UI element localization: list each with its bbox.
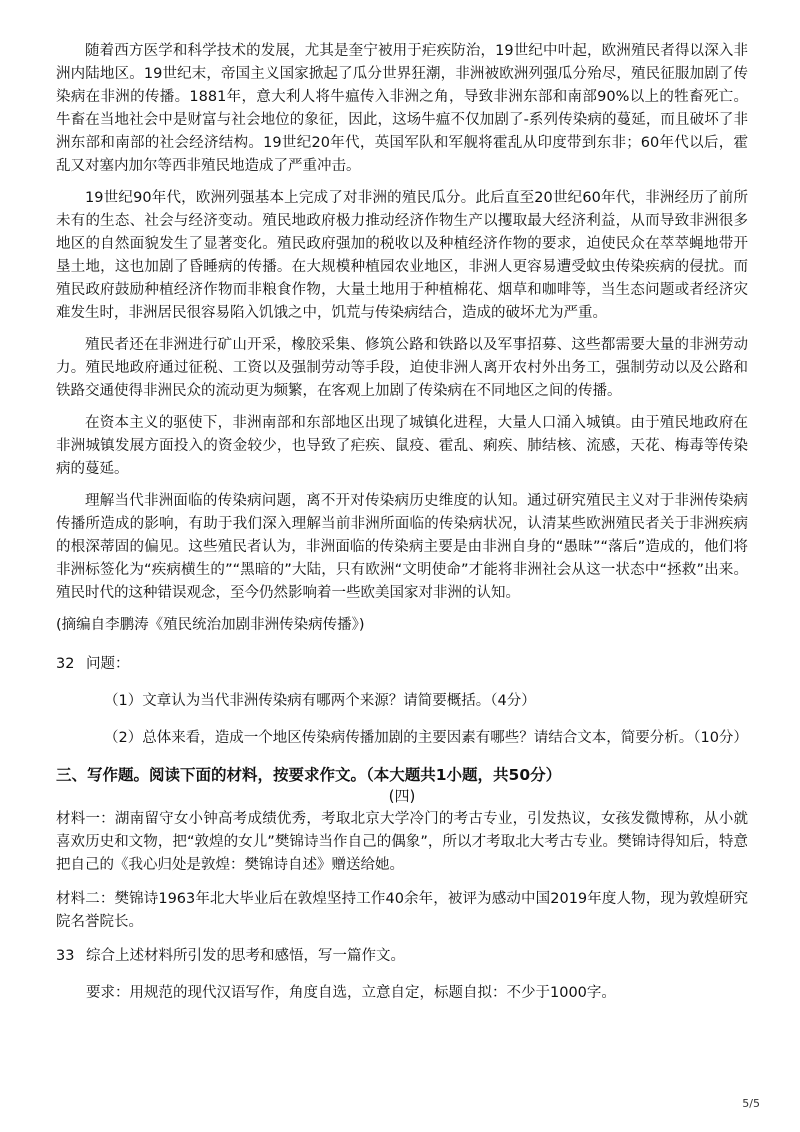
reading-paragraph-5: 理解当代非洲面临的传染病问题，离不开对传染病历史维度的认知。通过研究殖民主义对于非洲传染病传播所造成的影响，有助于我们深入理解当前非洲所面临的传染病状况，认清某些欧洲殖民者关于非洲疾病的根深蒂固的偏见。这些殖民者认为，非洲面临的传染病主要是由非洲自身的“愚昧”“落后”造成的，他们将非洲标签化为“疾病横生的”“黑暗的”大陆，只有欧洲“文明使命”才能将非洲社会从这一状态中“拯救”出来。殖民时代的这种错误观念，至今仍然影响着一些欧美国家对非洲的认知。 — [56, 493, 748, 601]
reading-paragraph-3: 殖民者还在非洲进行矿山开采，橡胶采集、修筑公路和铁路以及军事招募、这些都需要大量的非洲劳动力。殖民地政府通过征税、工资以及强制劳动等手段，迫使非洲人离开农村外出务工，强制劳动以及公路和铁路交通使得非洲民众的流动更为频繁，在客观上加剧了传染病在不同地区之间的传播。 — [56, 337, 748, 399]
question-32-number: 32 — [56, 656, 75, 672]
question-32-intro: 问题： — [86, 656, 130, 672]
question-32 — [56, 653, 748, 676]
section-3-subtitle: (四) — [388, 787, 416, 805]
page-content — [56, 40, 748, 1005]
material-2: 材料二：樊锦诗1963年北大毕业后在敦煌坚持工作40余年，被评为感动中国2019年度人物，现为敦煌研究院名誉院长。 — [56, 891, 748, 930]
question-32-sub-1: （1）文章认为当代非洲传染病有哪两个来源？请简要概括。（4分） — [104, 693, 536, 709]
reading-paragraph-4: 在资本主义的驱使下，非洲南部和东部地区出现了城镇化进程，大量人口涌入城镇。由于殖民地政府在非洲城镇发展方面投入的资金较少，也导致了疟疾、鼠疫、霍乱、痢疾、肺结核、流感，天花、梅毒等传染病的蔓延。 — [56, 415, 748, 477]
article-source: (摘编自李鹏涛《殖民统治加剧非洲传染病传播》) — [56, 617, 365, 633]
question-32-sub-2: （2）总体来看，造成一个地区传染病传播加剧的主要因素有哪些？请结合文本，简要分析。（10分） — [104, 730, 748, 746]
reading-paragraph-1: 随着西方医学和科学技术的发展，尤其是奎宁被用于疟疾防治，19世纪中叶起，欧洲殖民者得以深入非洲内陆地区。19世纪末，帝国主义国家掀起了瓜分世界狂潮，非洲被欧洲列强瓜分殆尽，殖民征服加剧了传染病在非洲的传播。1881年，意大利人将牛瘟传入非洲之角，导致非洲东部和南部90%以上的牲畜死亡。牛畜在当地社会中是财富与社会地位的象征，因此，这场牛瘟不仅加剧了-系列传染病的蔓延，而且破坏了非洲东部和南部的社会经济结构。19世纪20年代，英国军队和军舰将霍乱从印度带到东非；60年代以后，霍乱又对塞内加尔等西非殖民地造成了严重冲击。 — [56, 43, 748, 174]
question-33 — [56, 945, 748, 968]
reading-paragraph-2: 19世纪90年代，欧洲列强基本上完成了对非洲的殖民瓜分。此后直至20世纪60年代，非洲经历了前所未有的生态、社会与经济变动。殖民地政府极力推动经济作物生产以攫取最大经济利益，从而导致非洲很多地区的自然面貌发生了显著变化。殖民政府强加的税收以及种植经济作物的要求，迫使民众在萃萃蝇地带开垦土地，这也加剧了昏睡病的传播。在大规模种植园农业地区，非洲人更容易遭受蚊虫传染疾病的侵扰。而殖民政府鼓励种植经济作物而非粮食作物，大量土地用于种植棉花、烟草和咖啡等，当生态问题或者经济灾难发生时，非洲居民很容易陷入饥饿之中，饥荒与传染病结合，造成的破坏尤为严重。 — [56, 190, 748, 321]
page-number: 5/5 — [742, 1097, 760, 1110]
question-33-text: 综合上述材料所引发的思考和感悟，写一篇作文。 — [86, 948, 405, 964]
section-3-title: 三、写作题。阅读下面的材料，按要求作文。（本大题共1小题，共50分） — [56, 766, 562, 784]
question-33-number: 33 — [56, 948, 75, 964]
question-33-requirement: 要求：用规范的现代汉语写作，角度自选，立意自定，标题自拟：不少于1000字。 — [86, 985, 616, 1001]
material-1: 材料一：湖南留守女小钟高考成绩优秀，考取北京大学冷门的考古专业，引发热议，女孩发微博称，从小就喜欢历史和文物，把“敦煌的女儿”樊锦诗当作自己的偶象”，所以才考取北大考古专业。樊锦诗得知后，特意把自己的《我心归处是敦煌：樊锦诗自述》赠送给她。 — [56, 811, 748, 873]
